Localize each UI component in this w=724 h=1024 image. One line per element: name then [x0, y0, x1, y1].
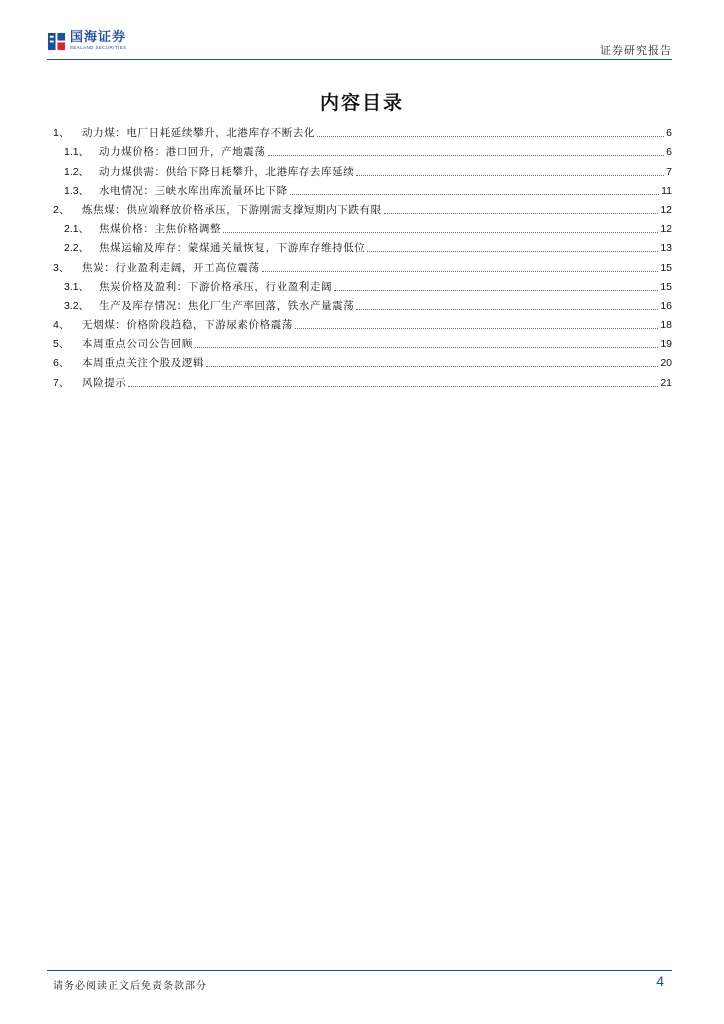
header-divider — [47, 59, 672, 60]
toc-dot-leader — [317, 136, 664, 137]
toc-dot-leader — [268, 155, 665, 156]
toc-entry-number: 3、 — [53, 261, 70, 274]
toc-entry-page: 6 — [666, 146, 672, 159]
toc-entry[interactable] — [53, 179, 672, 198]
toc-dot-leader — [367, 251, 658, 252]
toc-entry-page: 11 — [661, 184, 672, 197]
toc-dot-leader — [195, 347, 658, 348]
toc-entry[interactable] — [53, 275, 672, 294]
toc-entry-number: 2、 — [53, 203, 70, 216]
toc-entry-number: 2.2、 — [64, 242, 90, 255]
toc-entry-title: 动力煤供需：供给下降日耗攀升，北港库存去库延续 — [99, 165, 355, 178]
footer-disclaimer: 请务必阅读正文后免责条款部分 — [53, 981, 207, 992]
toc-dot-leader — [334, 290, 658, 291]
toc-entry-page: 13 — [660, 242, 672, 255]
toc-entry-page: 12 — [660, 223, 672, 236]
toc-dot-leader — [356, 175, 664, 176]
company-logo — [47, 31, 126, 51]
toc-entry[interactable] — [53, 121, 672, 140]
toc-entry-page: 19 — [660, 338, 672, 351]
toc-entry-number: 2.1、 — [64, 223, 90, 236]
page-number: 4 — [656, 973, 664, 989]
toc-entry-title: 风险提示 — [82, 376, 127, 389]
toc-entry[interactable] — [53, 370, 672, 389]
toc-entry[interactable] — [53, 198, 672, 217]
toc-entry-title: 焦煤价格：主焦价格调整 — [99, 223, 222, 236]
toc-dot-leader — [295, 328, 658, 329]
toc-entry[interactable] — [53, 351, 672, 370]
toc-entry-title: 本周重点公司公告回顾 — [82, 338, 193, 351]
toc-entry-title: 水电情况：三峡水库出库流量环比下降 — [99, 184, 288, 197]
toc-entry-page: 7 — [666, 165, 672, 178]
logo-chinese-name: 国海证券 — [70, 30, 127, 45]
toc-entry[interactable] — [53, 159, 672, 178]
toc-entry-number: 6、 — [53, 357, 70, 370]
footer-divider — [47, 970, 672, 971]
toc-entry-page: 16 — [660, 299, 672, 312]
toc-entry-page: 20 — [660, 357, 672, 370]
toc-entry-page: 12 — [660, 203, 672, 216]
toc-entry-title: 焦煤运输及库存：蒙煤通关量恢复，下游库存维持低位 — [99, 242, 366, 255]
toc-entry-number: 3.2、 — [64, 299, 90, 312]
toc-entry-title: 生产及库存情况：焦化厂生产率回落，铁水产量震荡 — [99, 299, 355, 312]
toc-entry[interactable] — [53, 255, 672, 274]
toc-entry-number: 7、 — [53, 376, 70, 389]
sealand-logo-icon — [47, 32, 66, 51]
toc-dot-leader — [223, 232, 658, 233]
toc-dot-leader — [206, 366, 658, 367]
toc-entry-page: 6 — [666, 127, 672, 140]
toc-entry-number: 3.1、 — [64, 280, 90, 293]
toc-entry-number: 1、 — [53, 127, 70, 140]
toc-entry-number: 1.1、 — [64, 146, 90, 159]
toc-entry-page: 15 — [660, 261, 672, 274]
toc-dot-leader — [356, 309, 658, 310]
toc-entry-title: 无烟煤：价格阶段趋稳，下游尿素价格震荡 — [82, 319, 293, 332]
table-of-contents — [53, 121, 672, 390]
toc-entry-number: 1.3、 — [64, 184, 90, 197]
toc-entry-title: 动力煤：电厂日耗延续攀升，北港库存不断去化 — [82, 127, 316, 140]
toc-entry[interactable] — [53, 332, 672, 351]
toc-entry-title: 动力煤价格：港口回升，产地震荡 — [99, 146, 266, 159]
toc-dot-leader — [384, 213, 659, 214]
toc-entry[interactable] — [53, 313, 672, 332]
toc-title: 内容目录 — [319, 92, 404, 114]
toc-entry[interactable] — [53, 217, 672, 236]
toc-entry-number: 4、 — [53, 319, 70, 332]
toc-entry-page: 18 — [660, 319, 672, 332]
toc-entry-title: 本周重点关注个股及逻辑 — [82, 357, 205, 370]
toc-dot-leader — [290, 194, 659, 195]
toc-entry[interactable] — [53, 294, 672, 313]
logo-english-name: SEALAND SECURITIES — [70, 45, 127, 50]
toc-entry-page: 21 — [660, 376, 672, 389]
toc-entry-title: 焦炭价格及盈利：下游价格承压，行业盈利走阔 — [99, 280, 333, 293]
page-header — [47, 28, 672, 58]
document-type: 证券研究报告 — [600, 44, 672, 57]
toc-dot-leader — [262, 271, 659, 272]
toc-entry-title: 炼焦煤：供应端释放价格承压，下游刚需支撑短期内下跌有限 — [82, 203, 382, 216]
toc-entry-title: 焦炭：行业盈利走阔，开工高位震荡 — [82, 261, 260, 274]
toc-entry-number: 1.2、 — [64, 165, 90, 178]
toc-dot-leader — [128, 386, 658, 387]
toc-entry[interactable] — [53, 140, 672, 159]
toc-entry-page: 15 — [660, 280, 672, 293]
toc-entry[interactable] — [53, 236, 672, 255]
toc-entry-number: 5、 — [53, 338, 70, 351]
